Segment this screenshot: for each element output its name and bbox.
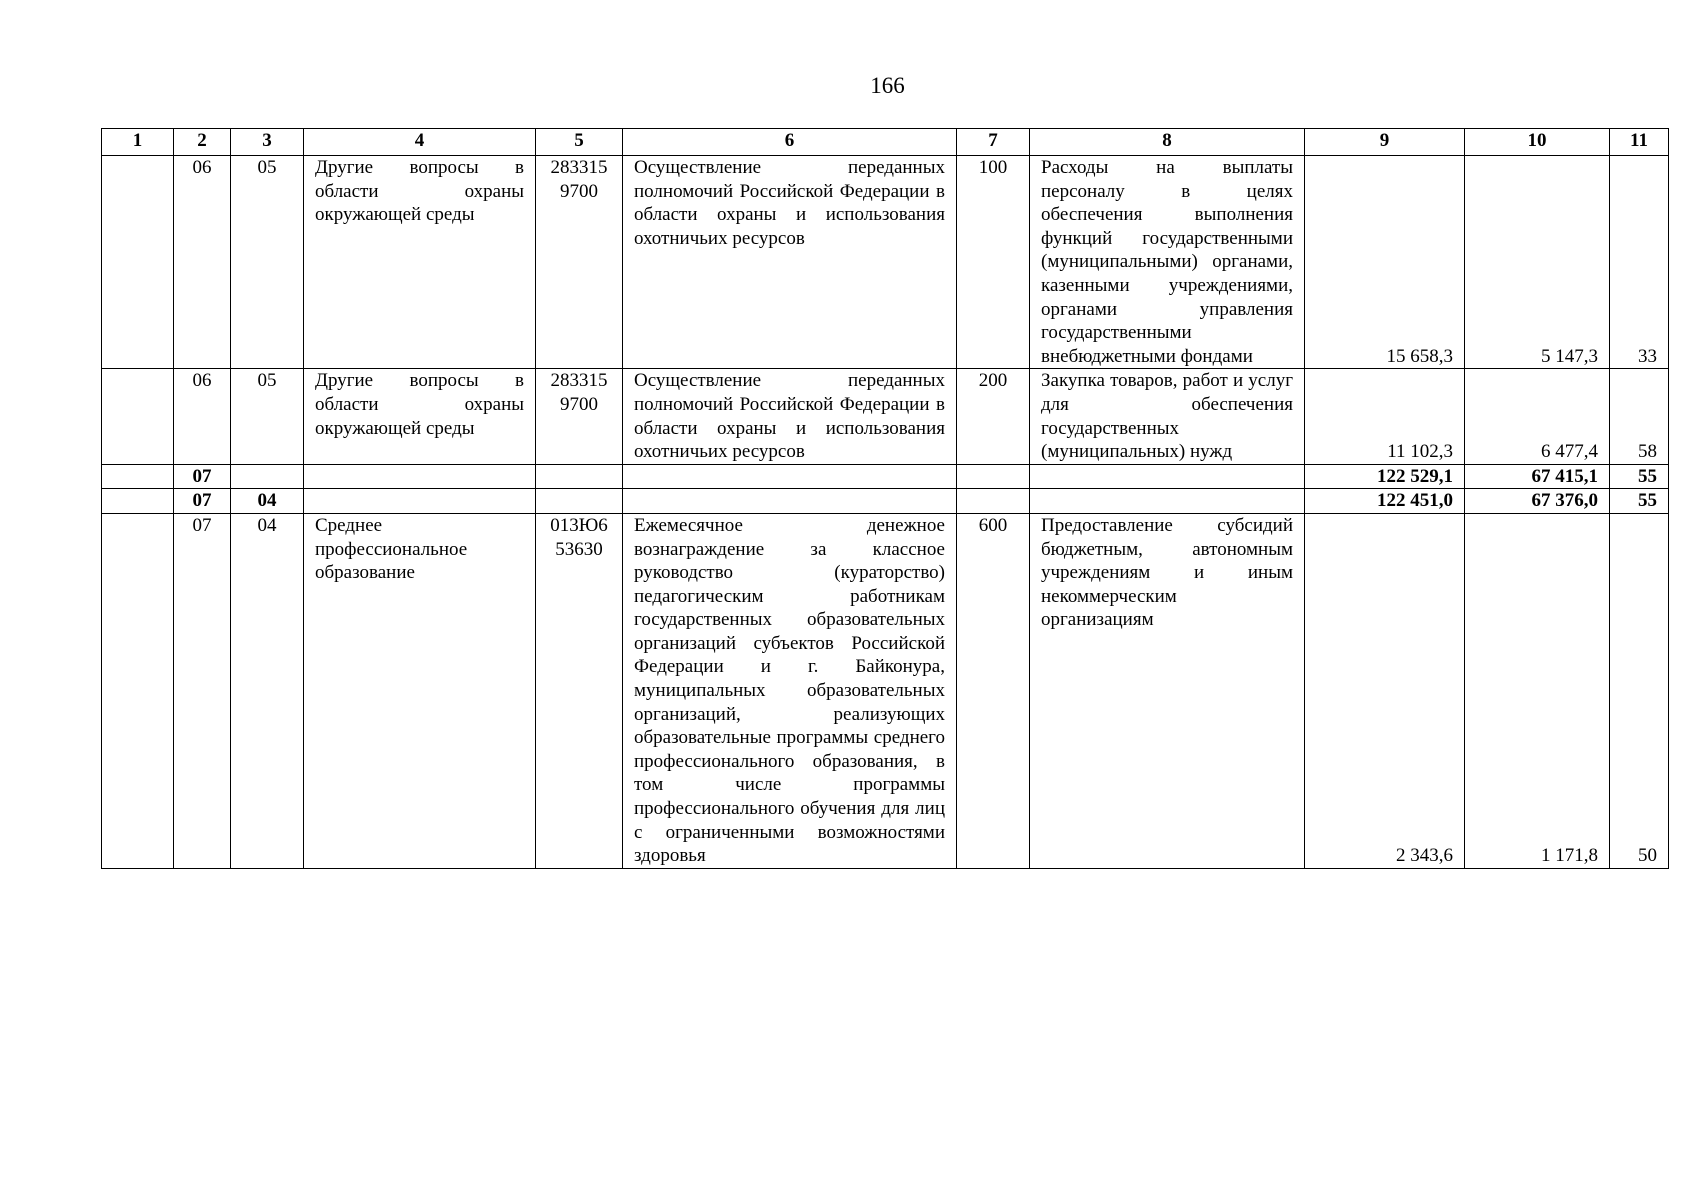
expense-type-name-cell [1030,489,1305,514]
target-article-name-cell: Осуществление переданных полномочий Российской Федерации в области охраны и использования охотничьих ресурсов [623,156,957,369]
expense-type-name-cell [1030,464,1305,489]
subsection-code-cell: 04 [231,513,304,868]
subsection-code-cell: 04 [231,489,304,514]
amount-planned-cell: 122 529,1 [1305,464,1465,489]
column-header: 11 [1610,129,1669,156]
table-row [102,369,1669,464]
section-code-cell: 07 [174,513,231,868]
section-code-cell: 07 [174,489,231,514]
amount-planned-cell: 2 343,6 [1305,513,1465,868]
amount-executed-cell: 5 147,3 [1465,156,1610,369]
expense-type-code-cell: 600 [957,513,1030,868]
row-number-cell [102,464,174,489]
target-article-cell [536,464,623,489]
total-row [102,489,1669,514]
percent-cell: 58 [1610,369,1669,464]
column-header: 3 [231,129,304,156]
column-header: 6 [623,129,957,156]
column-header: 2 [174,129,231,156]
section-code-cell: 06 [174,369,231,464]
table-header-row [102,129,1669,156]
column-header: 1 [102,129,174,156]
section-name-cell [304,464,536,489]
target-article-name-cell [623,489,957,514]
subsection-code-cell: 05 [231,369,304,464]
amount-executed-cell: 67 376,0 [1465,489,1610,514]
amount-executed-cell: 6 477,4 [1465,369,1610,464]
amount-executed-cell: 1 171,8 [1465,513,1610,868]
section-name-cell: Другие вопросы в области охраны окружающей среды [304,369,536,464]
amount-planned-cell: 15 658,3 [1305,156,1465,369]
column-header: 5 [536,129,623,156]
amount-planned-cell: 11 102,3 [1305,369,1465,464]
section-code-cell: 06 [174,156,231,369]
subsection-code-cell [231,464,304,489]
section-name-cell: Среднее профессиональное образование [304,513,536,868]
expense-type-name-cell: Закупка товаров, работ и услуг для обеспечения государственных (муниципальных) нужд [1030,369,1305,464]
column-header: 10 [1465,129,1610,156]
budget-table [101,128,1669,869]
percent-cell: 50 [1610,513,1669,868]
expense-type-code-cell [957,489,1030,514]
target-article-cell [536,489,623,514]
target-article-cell: 283315 9700 [536,369,623,464]
expense-type-name-cell: Предоставление субсидий бюджетным, автономным учреждениям и иным некоммерческим организациям [1030,513,1305,868]
row-number-cell [102,156,174,369]
row-number-cell [102,369,174,464]
percent-cell: 55 [1610,464,1669,489]
table-row [102,156,1669,369]
target-article-name-cell: Ежемесячное денежное вознаграждение за классное руководство (кураторство) педагогическим работникам государственных образовательных организаций субъектов Российской Федерации и г. Байконура, муниципальных образовательных организаций, реализующих образовательные программы среднего профессионального образования, в том числе программы профессионального обучения для лиц с ограниченными возможностями здоровья [623,513,957,868]
percent-cell: 33 [1610,156,1669,369]
column-header: 8 [1030,129,1305,156]
table-row [102,513,1669,868]
row-number-cell [102,513,174,868]
target-article-cell: 013Ю6 53630 [536,513,623,868]
column-header: 9 [1305,129,1465,156]
target-article-cell: 283315 9700 [536,156,623,369]
expense-type-code-cell [957,464,1030,489]
target-article-name-cell: Осуществление переданных полномочий Российской Федерации в области охраны и использования охотничьих ресурсов [623,369,957,464]
section-name-cell: Другие вопросы в области охраны окружающей среды [304,156,536,369]
row-number-cell [102,489,174,514]
expense-type-code-cell: 100 [957,156,1030,369]
percent-cell: 55 [1610,489,1669,514]
column-header: 7 [957,129,1030,156]
column-header: 4 [304,129,536,156]
amount-executed-cell: 67 415,1 [1465,464,1610,489]
section-code-cell: 07 [174,464,231,489]
subsection-code-cell: 05 [231,156,304,369]
target-article-name-cell [623,464,957,489]
section-name-cell [304,489,536,514]
expense-type-name-cell: Расходы на выплаты персоналу в целях обеспечения выполнения функций государственными (муниципальными) органами, казенными учреждениями, органами управления государственными внебюджетными фондами [1030,156,1305,369]
page-number: 166 [870,73,905,98]
expense-type-code-cell: 200 [957,369,1030,464]
total-row [102,464,1669,489]
amount-planned-cell: 122 451,0 [1305,489,1465,514]
